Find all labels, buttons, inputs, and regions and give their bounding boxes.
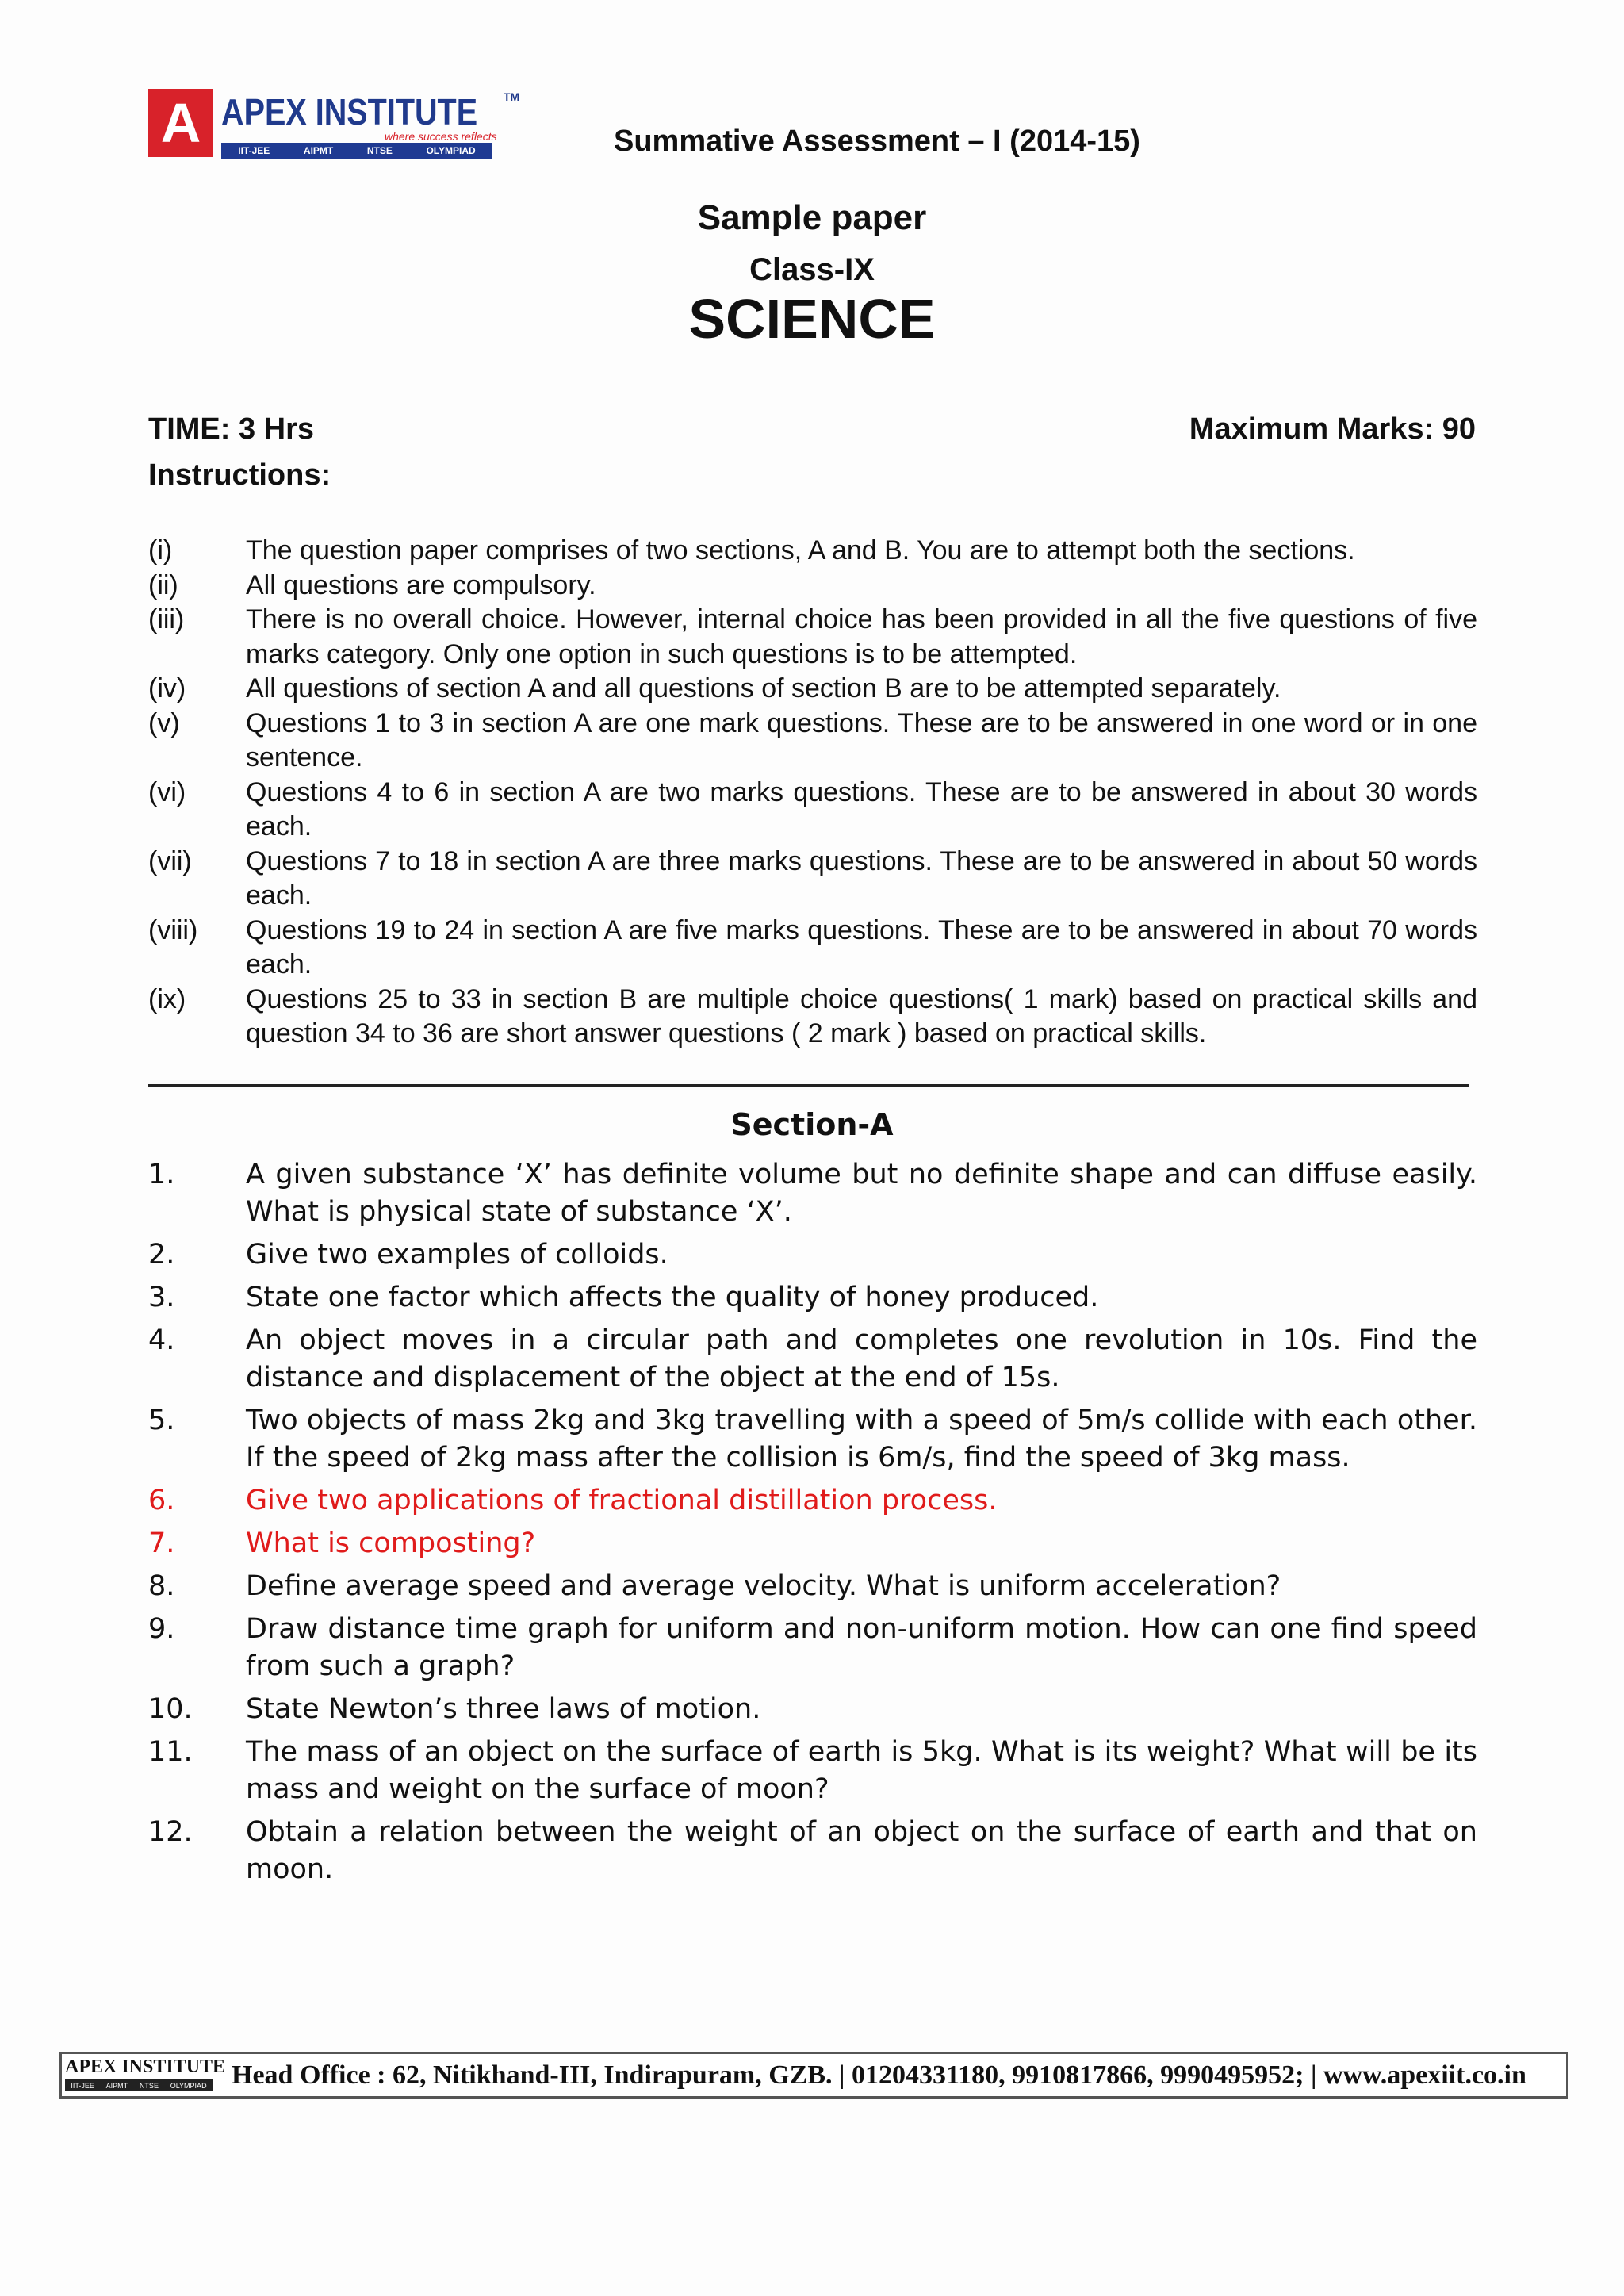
question-text: A given substance ‘X’ has definite volume but no definite shape and can diffuse easily. What is physical state of substance ‘X’. <box>246 1159 1477 1228</box>
question-number: 5. <box>148 1405 175 1436</box>
instruction-text: Questions 4 to 6 in section A are two marks questions. These are to be answered in about 30 words each. <box>246 776 1477 841</box>
footer-logo-course: OLYMPIAD <box>170 2081 207 2090</box>
instruction-number: (iv) <box>148 673 186 703</box>
question-number: 9. <box>148 1613 175 1645</box>
instruction-number: (vi) <box>148 776 186 807</box>
question-number: 6. <box>148 1485 175 1516</box>
question-text: Define average speed and average velocity. What is uniform acceleration? <box>246 1570 1281 1602</box>
footer-logo-course: AIPMT <box>105 2081 128 2090</box>
instruction-item <box>148 569 1477 604</box>
question-item <box>148 1482 1477 1520</box>
instruction-number: (ix) <box>148 983 186 1014</box>
class-heading: Class-IX <box>749 252 875 287</box>
question-text: The mass of an object on the surface of earth is 5kg. What is its weight? What will be its mass and weight on the surface of moon? <box>246 1736 1477 1805</box>
logo-course-bar <box>221 143 492 159</box>
instruction-item <box>148 914 1477 983</box>
question-number: 12. <box>148 1816 193 1848</box>
question-number: 11. <box>148 1736 193 1768</box>
question-item <box>148 1611 1477 1685</box>
question-number: 10. <box>148 1693 193 1725</box>
logo-letter-mark: A <box>148 89 213 157</box>
question-text: State Newton’s three laws of motion. <box>246 1693 761 1725</box>
question-item <box>148 1691 1477 1728</box>
question-text: Obtain a relation between the weight of an object on the surface of earth and that on moon. <box>246 1816 1477 1885</box>
question-item <box>148 1814 1477 1888</box>
footer <box>59 2052 1568 2099</box>
instruction-item <box>148 983 1477 1052</box>
section-title: Section-A <box>730 1107 894 1142</box>
question-item <box>148 1322 1477 1397</box>
instruction-text: Questions 25 to 33 in section B are multiple choice questions( 1 mark) based on practical skills and question 34 to 36 are short answer questions ( 2 mark ) based on practical skills. <box>246 983 1477 1048</box>
question-item <box>148 1568 1477 1605</box>
instruction-item <box>148 534 1477 569</box>
instruction-item <box>148 707 1477 776</box>
logo-trademark: TM <box>504 90 520 103</box>
instruction-number: (iii) <box>148 604 185 634</box>
time-label: TIME: 3 Hrs <box>148 412 315 446</box>
apex-logo <box>148 89 521 159</box>
question-item <box>148 1734 1477 1808</box>
question-item <box>148 1525 1477 1562</box>
instruction-item <box>148 776 1477 845</box>
question-text: Give two applications of fractional distillation process. <box>246 1485 998 1516</box>
question-text: Give two examples of colloids. <box>246 1239 668 1271</box>
logo-course: NTSE <box>366 145 393 156</box>
logo-tagline: where success reflects <box>385 130 497 143</box>
instruction-number: (ii) <box>148 569 178 600</box>
question-number: 4. <box>148 1324 175 1356</box>
instructions-heading: Instructions: <box>148 458 331 492</box>
logo-course: IIT-JEE <box>238 145 270 156</box>
question-text: Draw distance time graph for uniform and non-uniform motion. How can one find speed from such a graph? <box>246 1613 1477 1682</box>
instructions-list <box>148 534 1477 1052</box>
question-item <box>148 1236 1477 1274</box>
subject-heading: SCIENCE <box>688 288 936 350</box>
question-number: 2. <box>148 1239 175 1271</box>
assessment-title: Summative Assessment – I (2014-15) <box>614 125 1140 158</box>
instruction-item <box>148 845 1477 914</box>
instruction-item <box>148 672 1477 707</box>
footer-logo-course: IIT-JEE <box>71 2081 94 2090</box>
question-number: 3. <box>148 1282 175 1313</box>
instruction-text: Questions 1 to 3 in section A are one mark questions. These are to be answered in one word or in one sentence. <box>246 707 1477 772</box>
instruction-text: The question paper comprises of two sections, A and B. You are to attempt both the sections. <box>246 535 1355 565</box>
instruction-text: Questions 19 to 24 in section A are five marks questions. These are to be answered in about 70 words each. <box>246 914 1477 979</box>
instruction-item <box>148 603 1477 672</box>
instruction-number: (viii) <box>148 914 198 945</box>
question-item <box>148 1156 1477 1231</box>
footer-contact-text: Head Office : 62, Nitikhand-III, Indirapuram, GZB. | 01204331180, 9910817866, 9990495952; | www.apexiit.co.in <box>232 2060 1526 2090</box>
instruction-text: All questions are compulsory. <box>246 569 596 600</box>
footer-logo-bar <box>65 2079 213 2091</box>
question-item <box>148 1279 1477 1317</box>
instruction-text: There is no overall choice. However, internal choice has been provided in all the five questions of five marks category. Only one option in such questions is to be attempted. <box>246 604 1477 669</box>
max-marks-label: Maximum Marks: 90 <box>1189 412 1476 446</box>
footer-logo <box>65 2056 226 2094</box>
question-number: 8. <box>148 1570 175 1602</box>
instruction-text: All questions of section A and all questions of section B are to be attempted separately. <box>246 673 1281 703</box>
divider <box>148 1084 1469 1087</box>
instruction-number: (vii) <box>148 845 192 876</box>
question-number: 7. <box>148 1527 175 1559</box>
logo-name: APEX INSTITUTE <box>221 91 478 132</box>
instruction-number: (i) <box>148 535 173 565</box>
footer-logo-name: APEX INSTITUTE <box>65 2056 226 2077</box>
question-number: 1. <box>148 1159 175 1190</box>
question-item <box>148 1402 1477 1477</box>
question-text: What is composting? <box>246 1527 536 1559</box>
question-text: An object moves in a circular path and completes one revolution in 10s. Find the distance and displacement of the object at the end of 15s. <box>246 1324 1477 1393</box>
footer-logo-course: NTSE <box>139 2081 159 2090</box>
instruction-number: (v) <box>148 707 180 738</box>
question-text: State one factor which affects the quality of honey produced. <box>246 1282 1099 1313</box>
questions-list <box>148 1156 1477 1894</box>
sample-paper-heading: Sample paper <box>697 198 927 237</box>
instruction-text: Questions 7 to 18 in section A are three marks questions. These are to be answered in about 50 words each. <box>246 845 1477 910</box>
logo-course: AIPMT <box>303 145 334 156</box>
question-text: Two objects of mass 2kg and 3kg travelling with a speed of 5m/s collide with each other. If the speed of 2kg mass after the collision is 6m/s, find the speed of 3kg mass. <box>246 1405 1477 1474</box>
logo-course: OLYMPIAD <box>426 145 476 156</box>
